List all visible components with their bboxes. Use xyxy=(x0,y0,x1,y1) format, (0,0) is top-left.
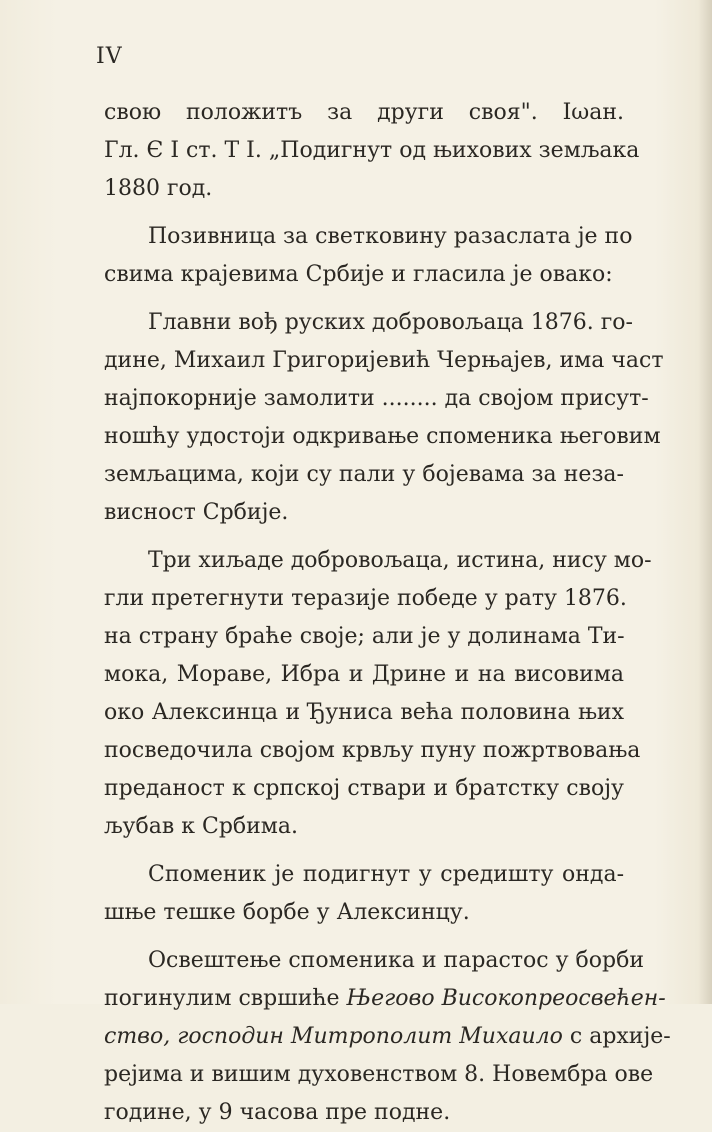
italic-segment: Његово Високопреосвећен- xyxy=(346,986,666,1011)
text-segment: 1880 год. xyxy=(104,176,213,201)
text-line xyxy=(104,1056,654,1094)
text-segment: земљацима, који су пали у бојевама за неза- xyxy=(104,462,624,487)
text-segment: ношћу удостоји одкривање споменика његовим xyxy=(104,424,661,449)
text-segment: свима крајевима Србије и гласила је овако: xyxy=(104,262,613,287)
text-line xyxy=(104,1094,624,1132)
text-line xyxy=(104,170,624,208)
text-line xyxy=(104,418,661,456)
text-segment: око Алексинца и Ђуниса већа половина њих xyxy=(104,700,624,725)
text-line xyxy=(104,304,633,342)
text-segment: преданост к српској ствари и братстку своју xyxy=(104,776,624,801)
text-line xyxy=(104,656,624,694)
text-segment: шње тешке борбе у Алексинцу. xyxy=(104,900,470,925)
text-line xyxy=(104,618,624,656)
text-line xyxy=(104,894,624,932)
text-segment: погинулим свршиће xyxy=(104,986,347,1011)
page-edge-shadow xyxy=(698,0,712,1004)
text-line xyxy=(104,132,640,170)
text-line xyxy=(104,980,666,1018)
text-line xyxy=(104,1018,671,1056)
text-line xyxy=(104,580,627,618)
text-segment: Три хиљаде добровољаца, истина, нису мо- xyxy=(148,548,652,573)
text-segment: гли претегнути теразије победе у рату 1876. xyxy=(104,586,627,611)
text-line xyxy=(104,732,641,770)
text-segment: мока, Мораве, Ибра и Дрине и на висовима xyxy=(104,662,624,687)
italic-segment: ство, господин Митрополит Михаило xyxy=(104,1024,563,1049)
text-segment: посведочила својом крвљу пуну пожртвовања xyxy=(104,738,641,763)
text-segment: Главни вођ руских добровољаца 1876. го- xyxy=(148,310,633,335)
text-segment: дине, Михаил Григоријевић Черњајев, има част xyxy=(104,348,664,373)
text-line xyxy=(104,380,649,418)
text-line xyxy=(104,94,624,132)
text-segment: љубав к Србима. xyxy=(104,814,299,839)
text-segment: с архије- xyxy=(562,1024,671,1049)
text-segment: најпокорније замолити ........ да својом присут- xyxy=(104,386,649,411)
text-line xyxy=(104,342,664,380)
text-line xyxy=(104,218,633,256)
text-line xyxy=(104,456,624,494)
text-line xyxy=(104,942,644,980)
text-segment: на страну браће своје; али је у долинама Ти- xyxy=(104,624,625,649)
text-line xyxy=(104,494,624,532)
page-number: IV xyxy=(96,44,123,69)
text-line xyxy=(104,256,624,294)
text-segment: Освештење споменика и парастос у борби xyxy=(148,948,644,973)
text-line xyxy=(104,694,624,732)
text-segment: рејима и вишим духовенством 8. Новембра ове xyxy=(104,1062,654,1087)
text-segment: Споменик је подигнут у средишту онда- xyxy=(148,862,624,887)
body-text xyxy=(104,94,671,1132)
text-line xyxy=(104,770,624,808)
text-segment: Гл. Є І ст. Т І. „Подигнут од њихових земљака xyxy=(104,138,640,163)
text-line xyxy=(104,542,652,580)
text-segment: свою положитъ за други своя". Іωан. xyxy=(104,100,624,125)
text-segment: висност Србије. xyxy=(104,500,289,525)
text-line xyxy=(104,808,624,846)
text-segment: године, у 9 часова пре подне. xyxy=(104,1100,451,1125)
text-line xyxy=(104,856,624,894)
text-segment: Позивница за светковину разаслата је по xyxy=(148,224,633,249)
